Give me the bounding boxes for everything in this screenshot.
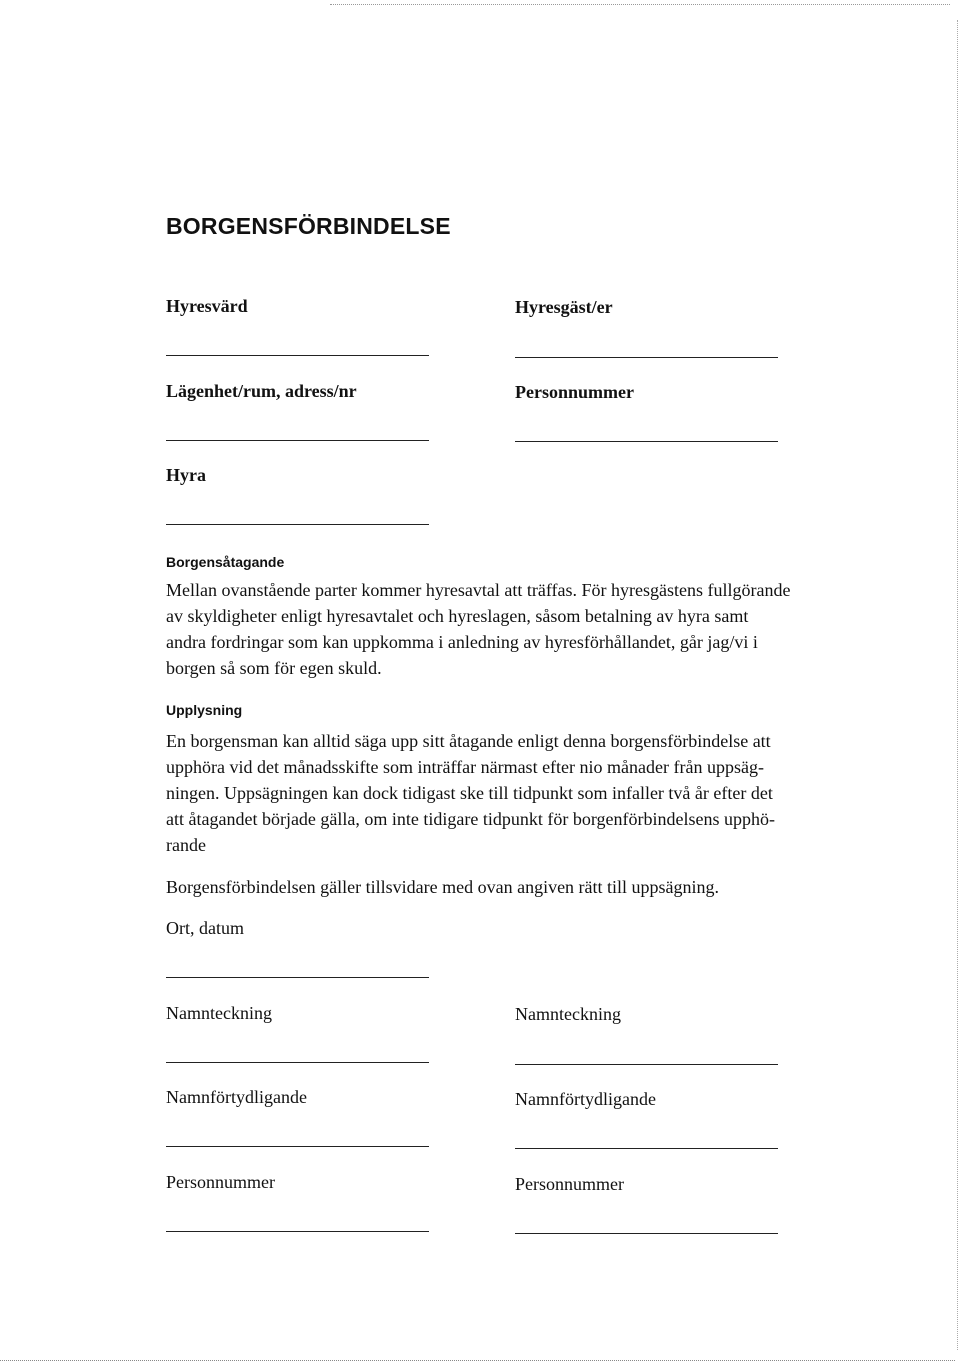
right-personal-number-field-line[interactable] xyxy=(515,1233,778,1234)
left-personal-number-field-line[interactable] xyxy=(166,1231,429,1232)
notice-line: att åtagandet började gälla, om inte tidigare tidpunkt för borgenförbindelsens upphö- xyxy=(166,809,775,829)
tenant-field-line[interactable] xyxy=(515,357,778,358)
landlord-label: Hyresvärd xyxy=(166,296,248,316)
guarantee-line: av skyldigheter enligt hyresavtalet och hyreslagen, såsom betalning av hyra samt xyxy=(166,606,749,626)
rent-field-line[interactable] xyxy=(166,524,429,525)
tenant-label: Hyresgäst/er xyxy=(515,297,613,317)
guarantee-paragraph xyxy=(166,577,816,681)
right-signature-label: Namnteckning xyxy=(515,1004,621,1024)
scan-edge-right xyxy=(957,20,958,1350)
place-date-field-line[interactable] xyxy=(166,977,429,978)
left-signature-field-line[interactable] xyxy=(166,1062,429,1063)
notice-line: rande xyxy=(166,835,206,855)
guarantee-line: borgen så som för egen skuld. xyxy=(166,658,382,678)
left-name-field-line[interactable] xyxy=(166,1146,429,1147)
validity-statement: Borgensförbindelsen gäller tillsvidare med ovan angiven rätt till uppsägning. xyxy=(166,877,720,897)
rent-label: Hyra xyxy=(166,465,206,485)
notice-line: ningen. Uppsägningen kan dock tidigast ske till tidpunkt som infaller två år efter det xyxy=(166,783,773,803)
apartment-label: Lägenhet/rum, adress/nr xyxy=(166,381,357,401)
tenant-id-label: Personnummer xyxy=(515,382,634,402)
notice-paragraph xyxy=(166,728,816,858)
document-title: BORGENSFÖRBINDELSE xyxy=(166,213,451,239)
notice-line: En borgensman kan alltid säga upp sitt åtagande enligt denna borgensförbindelse att xyxy=(166,731,771,751)
apartment-field-line[interactable] xyxy=(166,440,429,441)
place-date-label: Ort, datum xyxy=(166,918,244,938)
guarantee-heading: Borgensåtagande xyxy=(166,554,285,570)
right-name-field-line[interactable] xyxy=(515,1148,778,1149)
left-personal-number-label: Personnummer xyxy=(166,1172,275,1192)
scan-edge-top xyxy=(330,4,950,5)
right-signature-field-line[interactable] xyxy=(515,1064,778,1065)
right-personal-number-label: Personnummer xyxy=(515,1174,624,1194)
left-name-clarification-label: Namnförtydligande xyxy=(166,1087,307,1107)
left-signature-label: Namnteckning xyxy=(166,1003,272,1023)
scan-edge-bottom xyxy=(0,1360,955,1361)
guarantee-line: andra fordringar som kan uppkomma i anledning av hyresförhållandet, går jag/vi i xyxy=(166,632,758,652)
right-name-clarification-label: Namnförtydligande xyxy=(515,1089,656,1109)
guarantee-line: Mellan ovanstående parter kommer hyresavtal att träffas. För hyresgästens fullgörande xyxy=(166,580,791,600)
notice-line: upphöra vid det månadsskifte som inträffar närmast efter nio månader från uppsäg- xyxy=(166,757,764,777)
notice-heading: Upplysning xyxy=(166,702,243,718)
tenant-id-field-line[interactable] xyxy=(515,441,778,442)
landlord-field-line[interactable] xyxy=(166,355,429,356)
